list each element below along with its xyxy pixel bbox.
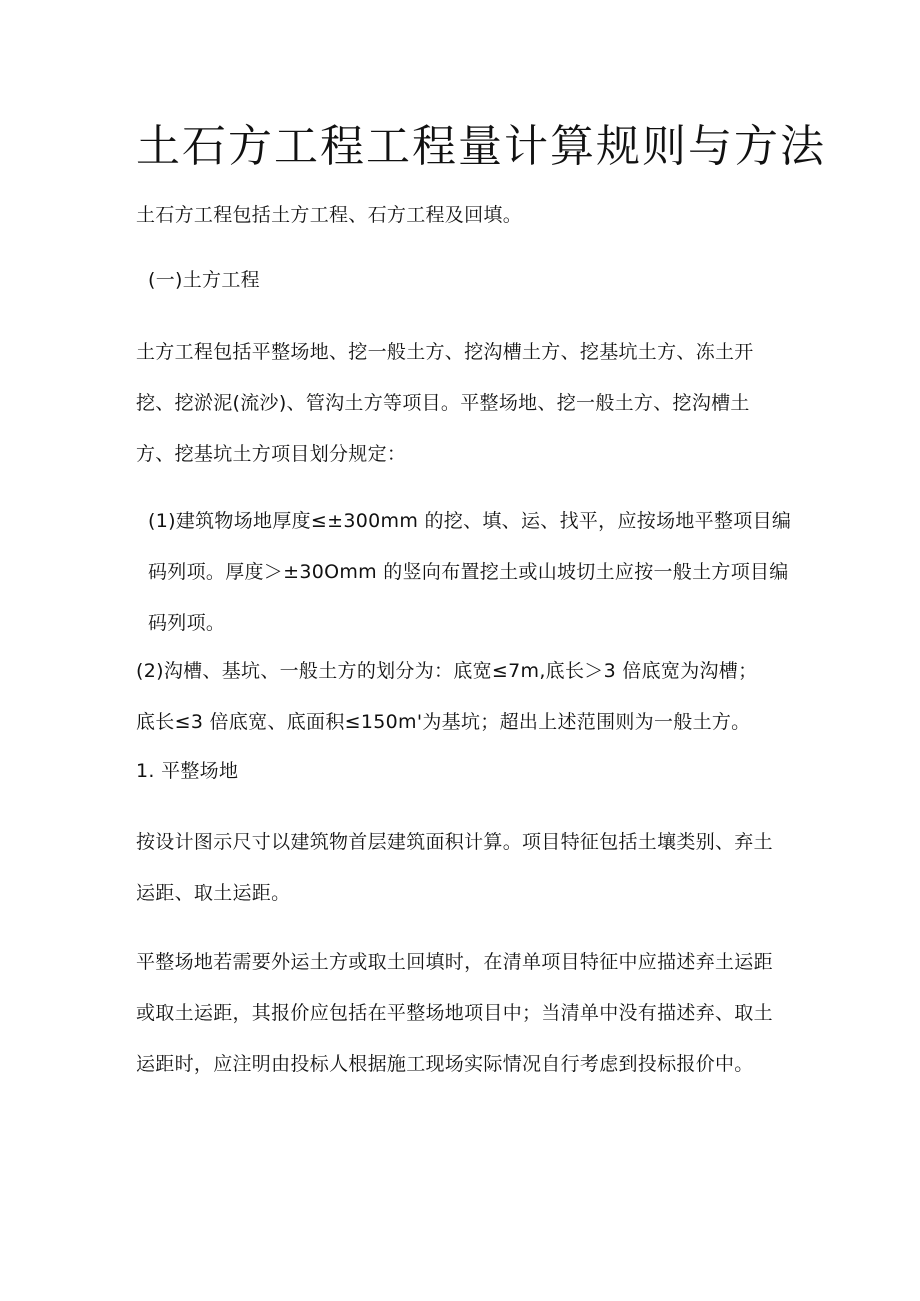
rule-2-line-1: (2)沟槽、基坑、一般土方的划分为：底宽≤7m,底长＞3 倍底宽为沟槽；	[136, 660, 758, 682]
earthwork-description: 土方工程包括平整场地、挖一般土方、挖沟槽土方、挖基坑土方、冻土开挖、挖淤泥(流沙)、管沟土方等项目。平整场地、挖一般土方、挖沟槽土方、挖基坑土方项目划分规定：	[136, 341, 754, 465]
transport-paragraph: 平整场地若需要外运土方或取土回填时，在清单项目特征中应描述弃土运距或取土运距，其报价应包括在平整场地项目中；当清单中没有描述弃、取土运距时，应注明由投标人根据施工现场实际情况自行考虑到投标报价中。	[136, 951, 773, 1075]
page-title: 土石方工程工程量计算规则与方法	[136, 121, 826, 172]
section-heading-earthwork: (一)土方工程	[148, 269, 260, 291]
rule-2-line-2: 底长≤3 倍底宽、底面积≤150m'为基坑；超出上述范围则为一般土方。	[136, 711, 751, 733]
subheading-site-leveling: 1. 平整场地	[136, 760, 239, 782]
calculation-paragraph: 按设计图示尺寸以建筑物首层建筑面积计算。项目特征包括土壤类别、弃土运距、取土运距。	[136, 831, 773, 904]
rule-1-paragraph: (1)建筑物场地厚度≤±300mm 的挖、填、运、找平，应按场地平整项目编码列项。厚度＞±30Omm 的竖向布置挖土或山坡切土应按一般土方项目编码列项。	[148, 510, 792, 634]
intro-paragraph: 土石方工程包括土方工程、石方工程及回填。	[136, 204, 523, 226]
